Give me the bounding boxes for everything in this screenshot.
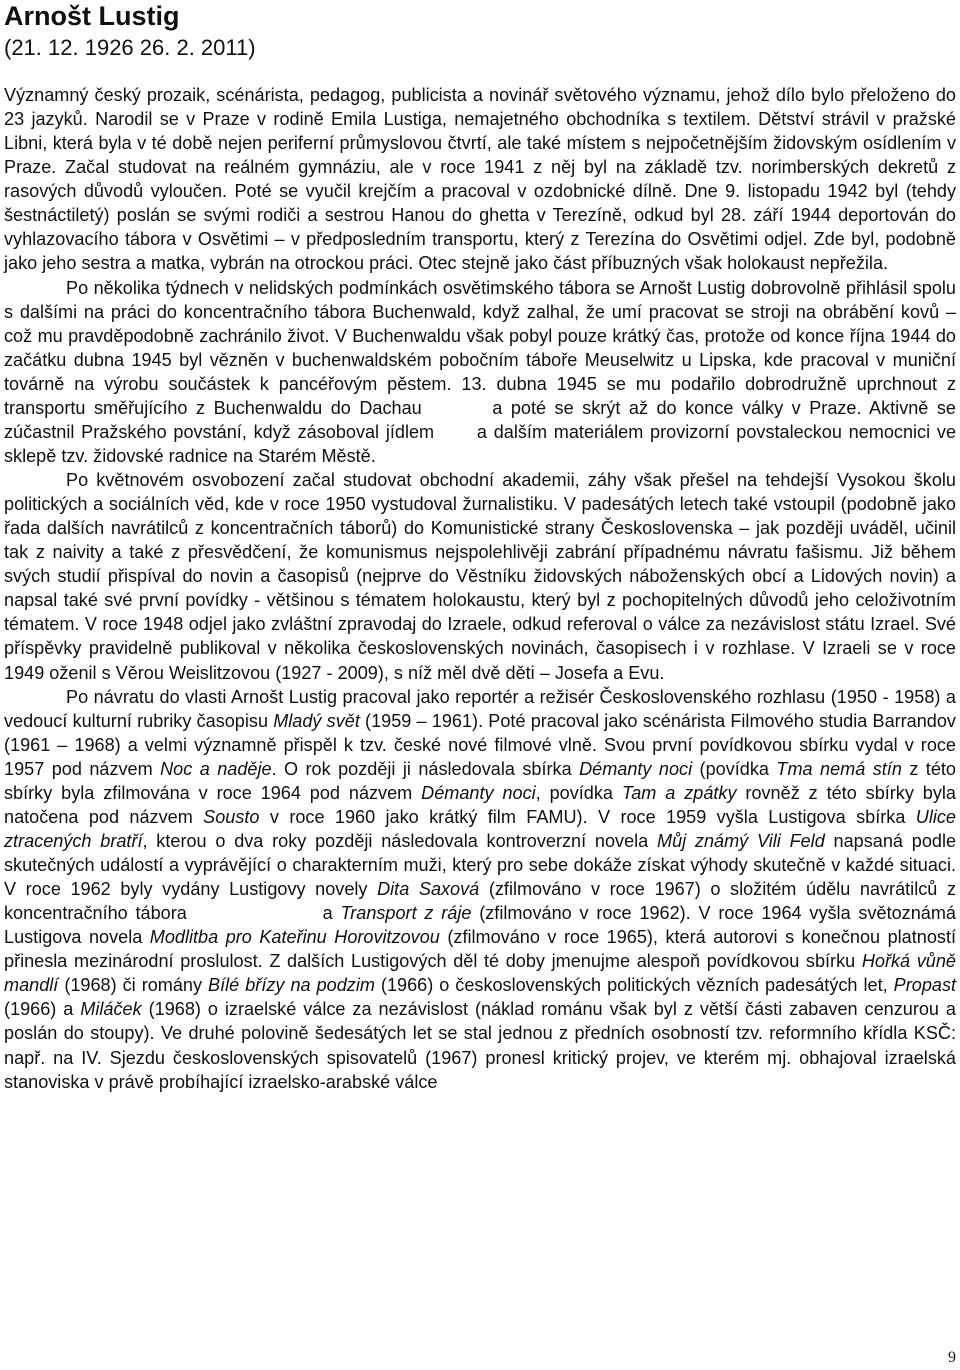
text-run: (1966) a	[4, 999, 81, 1020]
text-run: (povídka	[692, 758, 777, 779]
italic-title: Bílé břízy na podzim	[208, 975, 375, 996]
text-run: a	[314, 903, 341, 924]
document-body	[4, 83, 956, 1094]
italic-title: Hořká vůně mandlí	[4, 951, 956, 996]
paragraph	[4, 685, 956, 1094]
italic-title: Démanty noci	[579, 758, 693, 779]
italic-title: Mladý svět	[273, 710, 360, 731]
text-run: (1959 – 1961). Poté pracoval jako scénárista Filmového studia Barrandov (1961 – 1968) a velmi významně přispěl k tzv. české nové filmové vlně. Svou první povídkovou sbírku vydal v roce 1957 pod názvem	[4, 710, 956, 779]
page-title: Arnošt Lustig	[4, 1, 180, 31]
text-run: (zfilmováno v roce 1965), která autorovi s konečnou platností přinesla mezinárodní proslulost. Z dalších Lustigových děl té doby jmenujme alespoň povídkovou sbírku	[4, 927, 957, 972]
page-number: 9	[948, 1349, 956, 1366]
italic-title: Miláček	[80, 999, 142, 1020]
text-run: (zfilmováno v roce 1962). V roce 1964 vyšla světoznámá Lustigova novela	[4, 903, 956, 948]
text-run: Po květnovém osvobození začal studovat obchodní akademii, záhy však přešel na tehdejší Vysokou školu politických a sociálních věd, kde v roce 1950 vystudoval žurnalistiku. V padesátých letech také vstoupil (podobně jako řada dalších navrátilců z koncentračních táborů) do Komunistické strany Československa – jak později uváděl, učinil tak z naivity a také z přesvědčení, že komunismus nejspolehlivěji zabrání případnému návratu fašismu. Již během svých studií přispíval do novin a časopisů (nejprve do Věstníku židovských náboženských obcí a Lidových novin) a napsal také své první povídky - většinou s tématem holokaustu, který byl z pochopitelných důvodů jeho celoživotním tématem. V roce 1948 odjel jako zvláštní zpravodaj do Izraele, odkud referoval o válce za nezávislost státu Izrael. Své příspěvky pravidelně publikoval v několika československých novinách, časopisech i v rozhlase. V Izraeli se v roce 1949 oženil s Věrou Weislitzovou (1927 - 2009), s níž měl dvě děti – Josefa a Evu.	[4, 470, 956, 683]
text-run: (1968) o izraelské válce za nezávislost (náklad románu však byl z větší části zabaven cenzurou a poslán do stoupy). Ve druhé polovině šedesátých let se stal jednou z předních osobností tzv. reformního křídla KSČ: např. na IV. Sjezdu československých spisovatelů (1967) pronesl kritický projev, ve kterém mj. obhajoval izraelská stanoviska v právě probíhající izraelsko-arabské válce	[4, 999, 956, 1092]
text-run: Významný český prozaik, scénárista, pedagog, publicista a novinář světového významu, jehož dílo bylo přeloženo do 23 jazyků. Narodil se v Praze v rodině Emila Lustiga, nemajetného obchodníka s textilem. Dětství strávil v pražské Libni, která byla v té době nejen periferní průmyslovou čtvrtí, ale také místem s nejpočetnějším židovským osídlením v Praze. Začal studovat na reálném gymnáziu, ale v roce 1941 z něj byl na základě tzv. norimberských dekretů z rasových důvodů vyloučen. Poté se vyučil krejčím a pracoval v ozdobnické dílně. Dne 9. listopadu 1942 byl (tehdy šestnáctiletý) poslán se svými rodiči a sestrou Hanou do ghetta v Terezíně, odkud byl 28. září 1944 deportován do vyhlazovacího tábora v Osvětimi – v předposledním transportu, který z Terezína do Osvětimi odjel. Zde byl, podobně jako jeho sestra a matka, vybrán na otrockou práci. Otec stejně jako část příbuzných však holokaust nepřežila.	[4, 85, 956, 274]
life-dates: (21. 12. 1926 26. 2. 2011)	[4, 35, 256, 60]
italic-title: Transport z ráje	[340, 903, 472, 924]
italic-title: Sousto	[203, 806, 260, 827]
text-run: Po návratu do vlasti Arnošt Lustig pracoval jako reportér a režisér Československého rozhlasu (1950 - 1958) a vedoucí kulturní rubriky časopisu	[4, 686, 956, 731]
italic-title: Noc a naděje	[160, 758, 272, 779]
italic-title: Propast	[893, 975, 957, 996]
italic-title: Démanty noci	[421, 782, 536, 803]
italic-title: Dita Saxová	[377, 879, 480, 900]
paragraph	[4, 276, 956, 469]
document-page	[4, 0, 956, 1094]
text-run: , kterou o dva roky později následovala kontroverzní novela	[142, 830, 657, 851]
text-run: (1968) či romány	[58, 975, 209, 996]
text-run: napsaná podle skutečných událostí a vyprávějící o charakterním muži, který pro sebe dokáže získat výhody skutečně v každé situaci. V roce 1962 byly vydány Lustigovy novely	[4, 830, 957, 900]
paragraph	[4, 468, 956, 685]
text-run: , povídka	[535, 782, 622, 803]
italic-title: Modlitba pro Kateřinu Horovitzovou	[149, 927, 440, 948]
italic-title: Tam a zpátky	[621, 782, 737, 803]
italic-title: Tma nemá stín	[776, 758, 902, 779]
text-run: v roce 1960 jako krátký film FAMU). V roce 1959 vyšla Lustigova sbírka	[259, 806, 916, 827]
text-run: . O rok později ji následovala sbírka	[271, 758, 580, 779]
italic-title: Můj známý Vili Feld	[657, 830, 825, 851]
text-run: z této sbírky byla zfilmována v roce 1964 pod názvem	[4, 758, 956, 803]
italic-title: Ulice ztracených bratří	[4, 806, 956, 851]
text-run: rovněž z této sbírky byla natočena pod názvem	[4, 782, 956, 827]
text-run: a dalším materiálem provizorní povstaleckou nemocnici ve sklepě tzv. židovské radnice na Starém Městě.	[4, 421, 957, 466]
text-run: Po několika týdnech v nelidských podmínkách osvětimského tábora se Arnošt Lustig dobrovolně přihlásil spolu s dalšími na práci do koncentračního tábora Buchenwald, když zalhal, že umí pracovat se stroji na obrábění kovů – což mu pravděpodobně zachránilo život. V Buchenwaldu však pobyl pouze krátký čas, protože od konce října 1944 do začátku dubna 1945 byl vězněn v buchenwaldském pobočním táboře Meuselwitz u Lipska, kde pracoval v muniční továrně na výrobu součástek k pancéřovým pěstem. 13. dubna 1945 se mu podařilo dobrodružně uprchnout z transportu směřujícího z Buchenwaldu do Dachau	[4, 277, 956, 418]
text-run: (zfilmováno v roce 1967) o složitém údělu navrátilců z koncentračního tábora	[4, 879, 956, 924]
paragraph	[4, 83, 956, 276]
text-run: (1966) o československých politických vězních padesátých let,	[374, 975, 894, 996]
text-run: a poté se skrýt až do konce války v Praze. Aktivně se zúčastnil Pražského povstání, když zásoboval jídlem	[4, 397, 956, 442]
